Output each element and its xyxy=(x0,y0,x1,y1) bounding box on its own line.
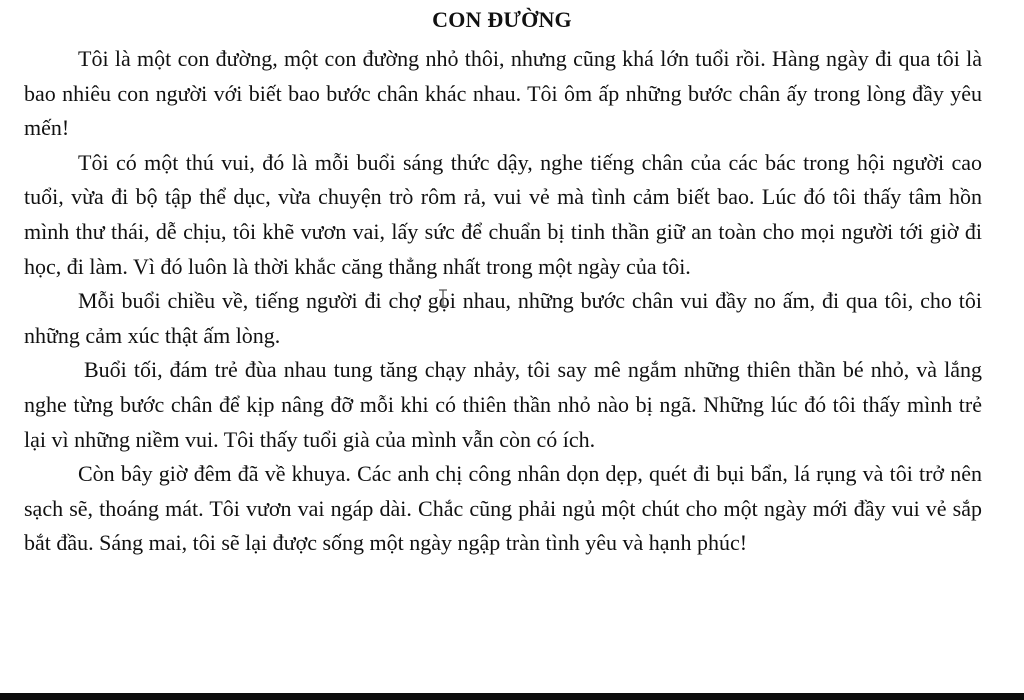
paragraph-3: Mỗi buổi chiều về, tiếng người đi chợ gọi nhau, những bước chân vui đầy no ấm, đi qua tôi, cho tôi những cảm xúc thật ấm lòng. xyxy=(24,288,982,348)
paragraph-4: Buổi tối, đám trẻ đùa nhau tung tăng chạy nhảy, tôi say mê ngắm những thiên thần bé nhỏ, và lắng nghe từng bước chân để kịp nâng đỡ mỗi khi có thiên thần nhỏ nào bị ngã. Những lúc đó tôi thấy mình trẻ lại vì những niềm vui. Tôi thấy tuổi già của mình vẫn còn có ích. xyxy=(24,357,982,452)
document-body[interactable] xyxy=(24,42,982,561)
bottom-border xyxy=(0,693,1024,700)
paragraph-5: Còn bây giờ đêm đã về khuya. Các anh chị công nhân dọn dẹp, quét đi bụi bẩn, lá rụng và tôi trở nên sạch sẽ, thoáng mát. Tôi vươn vai ngáp dài. Chắc cũng phải ngủ một chút cho một ngày mới đầy vui vẻ sắp bắt đầu. Sáng mai, tôi sẽ lại được sống một ngày ngập tràn tình yêu và hạnh phúc! xyxy=(24,461,982,556)
paragraph-2: Tôi có một thú vui, đó là mỗi buổi sáng thức dậy, nghe tiếng chân của các bác trong hội người cao tuổi, vừa đi bộ tập thể dục, vừa chuyện trò rôm rả, vui vẻ mà tình cảm biết bao. Lúc đó tôi thấy tâm hồn mình thư thái, dễ chịu, tôi khẽ vươn vai, lấy sức để chuẩn bị tinh thần giữ an toàn cho mọi người tới giờ đi học, đi làm. Vì đó luôn là thời khắc căng thẳng nhất trong một ngày của tôi. xyxy=(24,149,982,279)
text-cursor-icon xyxy=(436,288,450,308)
paragraph-1: Tôi là một con đường, một con đường nhỏ thôi, nhưng cũng khá lớn tuổi rồi. Hàng ngày đi qua tôi là bao nhiêu con người với biết bao bước chân khác nhau. Tôi ôm ấp những bước chân ấy trong lòng đầy yêu mến! xyxy=(24,46,982,141)
document-title: CON ĐƯỜNG xyxy=(432,7,572,32)
